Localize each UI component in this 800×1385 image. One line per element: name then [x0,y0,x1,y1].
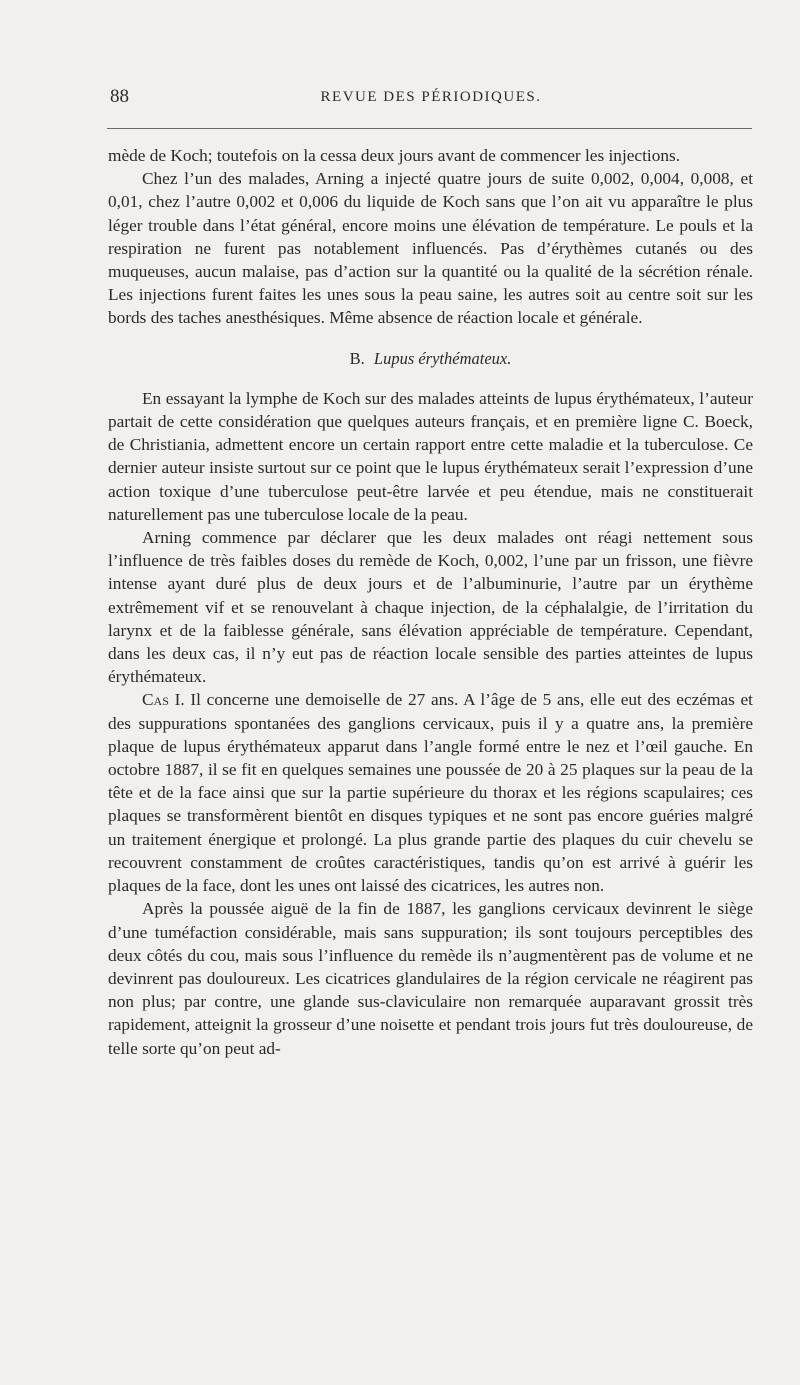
paragraph: En essayant la lymphe de Koch sur des malades atteints de lupus érythémateux, l’auteur partait de cette considération que quelques auteurs français, et en première ligne C. Boeck, de Christiania, admettent encore un certain rapport entre cette maladie et la tuberculose. Ce dernier auteur insiste surtout sur ce point que le lupus érythémateux serait l’expression d’une action toxique d’une tuberculose peut-être larvée et peu étendue, mais ne constituerait naturellement pas une tuberculose locale de la peau. [108,388,753,524]
case-paragraph [108,688,753,897]
paragraph: Après la poussée aiguë de la fin de 1887, les ganglions cervicaux devinrent le siège d’une tuméfaction considérable, mais sans suppuration; ils sont toujours perceptibles des deux côtés du cou, mais sous l’influence du remède ils n’augmentèrent pas de volume et ne devinrent pas douloureux. Les cicatrices glandulaires de la région cervicale ne réagirent pas non plus; par contre, une glande sus-claviculaire non remarquée auparavant grossit très rapidement, atteignit la grosseur d’une noisette et pendant trois jours fut très douloureuse, de telle sorte qu’on peut ad- [108,899,753,1058]
case-text: Il concerne une demoiselle de 27 ans. A l’âge de 5 ans, elle eut des eczémas et des suppurations spontanées des ganglions cervicaux, puis il y a quatre ans, la première plaque de lupus érythémateux apparut dans l’angle formé entre le nez et l’œil gauche. En octobre 1887, il se fit en quelques semaines une poussée de 20 à 25 plaques sur la peau de la tête et de la face ainsi que sur la partie supérieure du thorax et les régions scapulaires; ces plaques se transformèrent bientôt en disques typiques et ne sont pas encore guéries malgré un traitement énergique et prolongé. La plus grande partie des plaques du cuir chevelu se recouvrent constamment de croûtes caractéristiques, tandis qu’on est arrivé à guérir les plaques de la face, dont les unes ont laissé des cicatrices, les autres non. [108,690,753,896]
article-body [108,144,753,1060]
page-header [110,86,752,112]
running-title: REVUE DES PÉRIODIQUES. [320,89,542,105]
header-rule [107,128,752,129]
paragraph: mède de Koch; toutefois on la cessa deux jours avant de commencer les injections. [108,146,681,165]
page-number: 88 [110,86,129,107]
case-label: Cas I. [142,690,185,710]
section-title: Lupus érythémateux. [373,348,512,368]
paragraph: Chez l’un des malades, Arning a injecté quatre jours de suite 0,002, 0,004, 0,008, et 0,01, chez l’autre 0,002 et 0,006 du liquide de Koch sans que l’on ait vu apparaître le plus léger trouble dans l’état général, encore moins une élévation de température. Le pouls et la respiration ne furent pas notablement influencés. Pas d’érythèmes cutanés ou des muqueuses, aucun malaise, pas d’action sur la quantité ou la qualité de la sécrétion rénale. Les injections furent faites les unes sous la peau saine, les autres soit au centre soit sur les bords des taches anesthésiques. Même absence de réaction locale et générale. [108,169,753,328]
section-heading [108,347,753,370]
paragraph: Arning commence par déclarer que les deux malades ont réagi nettement sous l’influence de très faibles doses du remède de Koch, 0,002, l’une par un frisson, une fièvre intense ayant duré plus de deux jours et de l’albuminurie, l’autre par un érythème extrêmement vif et se renouvelant à chaque injection, de la céphalalgie, de l’irritation du larynx et de la faiblesse générale, sans élévation appréciable de température. Cependant, dans les deux cas, il n’y eut pas de réaction locale sensible des parties atteintes de lupus érythémateux. [108,528,753,687]
section-letter: B. [349,348,365,368]
